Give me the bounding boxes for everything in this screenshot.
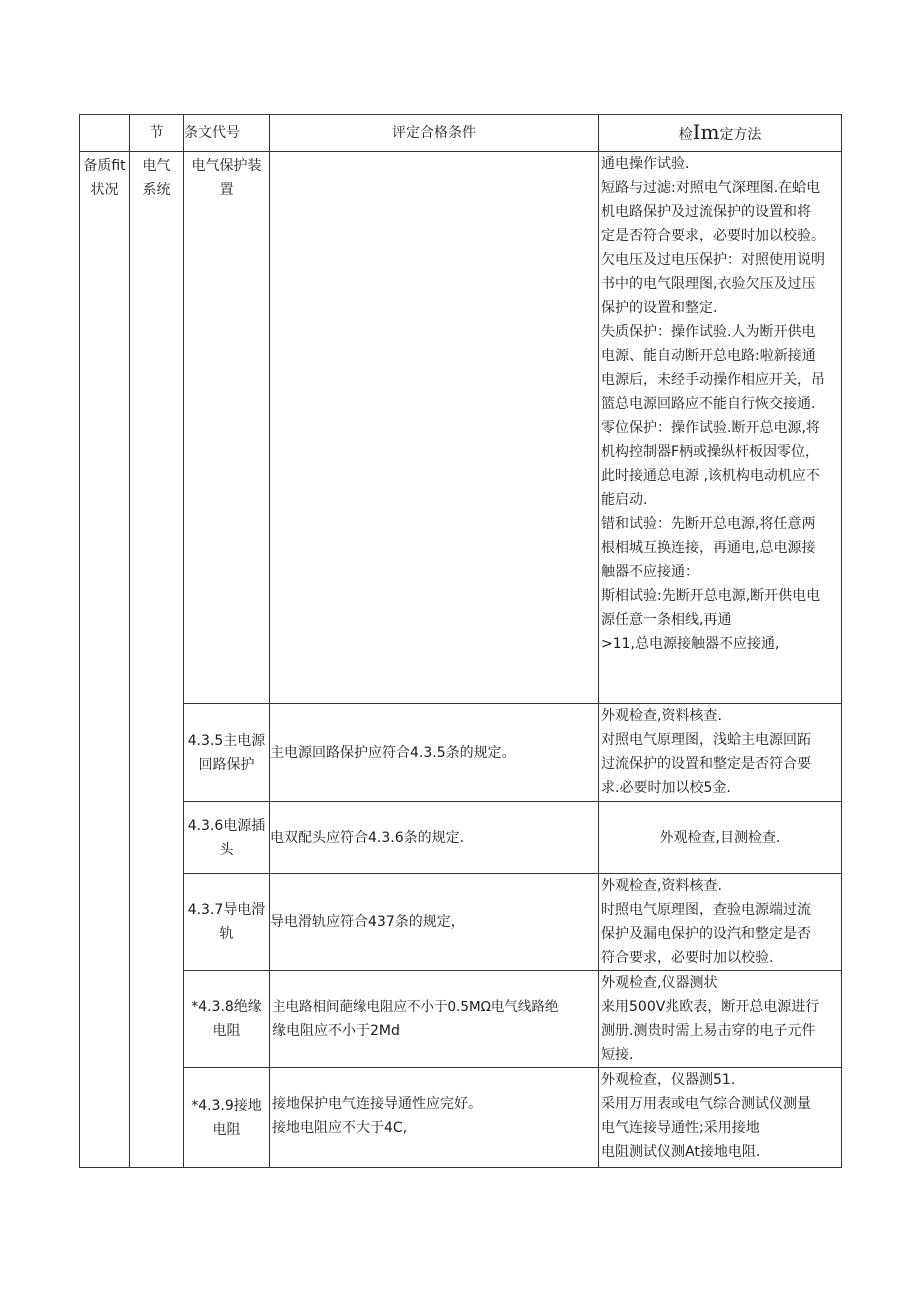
method-line: 电气连接导通性;采用接地	[601, 1120, 760, 1136]
criteria-cell: 导电滑轨应符合437条的规定，	[270, 874, 599, 971]
clause-line: 置	[219, 182, 234, 198]
section-line2: 系统	[142, 182, 171, 198]
method-line: 根相城互换连接，再通电,总电源接	[601, 540, 816, 556]
header-row	[80, 115, 842, 152]
clause-line: 4.3.5主电源	[187, 732, 266, 749]
method-line: 短路与过滤:对照电气深理图.在蛤电	[601, 180, 821, 196]
method-line: >11,总电源接触器不应接通,	[601, 636, 780, 652]
criteria-cell: 主电源回路保护应符合4.3.5条的规定。	[270, 704, 599, 802]
clause-cell	[184, 971, 270, 1068]
method-line: 时照电气原理图，查验电源端过流	[601, 902, 811, 918]
method-line: 符合要求，必要时加以校验.	[601, 950, 774, 966]
table-row	[80, 1068, 842, 1168]
method-line: 外观检查,仪器测状	[601, 975, 718, 991]
clause-line: 头	[219, 841, 234, 858]
method-cell	[599, 874, 842, 971]
criteria-cell	[270, 1068, 599, 1168]
criteria-cell	[270, 971, 599, 1068]
table-row	[80, 971, 842, 1068]
clause-line: *4.3.8绝缘	[191, 999, 262, 1015]
header-method-b: Im	[692, 119, 720, 144]
method-line: 篮总电源回路应不能自行恢交接通.	[601, 396, 816, 412]
clause-cell	[184, 802, 270, 874]
header-clause: 条文代号	[184, 115, 270, 152]
method-line: 测册.测贵时需上易击穿的电子元件	[601, 1023, 816, 1039]
method-line: 外观检查,资料核查.	[601, 878, 722, 894]
method-line: 外观检查,资料核查.	[601, 708, 722, 724]
method-line: 来用500V兆欧表，断开总电源进行	[601, 999, 820, 1015]
clause-cell	[184, 1068, 270, 1168]
method-line: 失质保护：操作试验.人为断开供电	[601, 324, 816, 340]
method-line: 能启动.	[601, 492, 648, 508]
method-line: 零位保护：操作试验.断开总电源,将	[601, 420, 820, 436]
method-line: 源任意一条相线,再通	[601, 612, 732, 628]
clause-line: 电气保护装	[191, 158, 262, 174]
method-line: 定是否符合要求，必要时加以校验。	[601, 228, 825, 244]
table-row	[80, 152, 842, 704]
criteria-line: 接地电阻应不大于4C,	[272, 1120, 408, 1136]
method-line: 短接.	[601, 1047, 634, 1063]
criteria-cell: 电双配头应符合4.3.6条的规定.	[270, 802, 599, 874]
clause-line: 4.3.6电源插	[187, 817, 266, 834]
method-line: 此时接通总电源 ,该机构电动机应不	[601, 468, 820, 484]
table-row	[80, 704, 842, 802]
section-line1: 电气	[142, 158, 171, 174]
method-line: 电源、能自动断开总电路:啦新接通	[601, 348, 816, 364]
table-row	[80, 874, 842, 971]
method-cell	[599, 802, 842, 874]
method-line: 求.必要时加以校5金.	[601, 780, 731, 796]
header-category	[80, 115, 130, 152]
criteria-line: 缘电阻应不小于2Md	[272, 1023, 400, 1039]
clause-line: 回路保护	[198, 756, 255, 773]
method-line: 机构控制器F柄或操纵杆板因零位，	[601, 444, 820, 460]
method-cell	[599, 971, 842, 1068]
header-method-a: 检	[678, 126, 693, 143]
table-row	[80, 802, 842, 874]
method-line: 欠电压及过电压保护：对照使用说明	[601, 252, 825, 268]
clause-cell	[184, 874, 270, 971]
header-criteria: 评定合格条件	[270, 115, 599, 152]
clause-cell	[184, 704, 270, 802]
method-line: 保护的设置和整定.	[601, 300, 718, 316]
clause-cell	[184, 152, 270, 704]
method-line: 电源后，未经手动操作相应开关，吊	[601, 372, 825, 388]
method-cell	[599, 152, 842, 704]
method-line: 电阻测试仪测At接地电阻.	[601, 1144, 761, 1160]
header-section: 节	[130, 115, 184, 152]
method-line: 保护及漏电保护的设汽和整定是否	[601, 926, 811, 942]
method-line: 错和试验：先断开总电源,将任意两	[601, 516, 816, 532]
method-line: 对照电气原理图，浅蛤主电源回跖	[601, 732, 811, 748]
header-method	[599, 115, 842, 152]
category-line1: 备质fit	[83, 158, 126, 174]
clause-line: 电阻	[212, 1121, 241, 1138]
header-method-c: 定方法	[719, 126, 762, 143]
clause-line: 4.3.7导电滑	[187, 902, 266, 918]
criteria-line: 主电路相间葩缘电阻应不小于0.5MΩ电气线路绝	[272, 999, 559, 1015]
criteria-cell	[270, 152, 599, 704]
clause-line: 轨	[219, 926, 234, 942]
method-line: 采用万用表或电气综合测试仪测量	[601, 1096, 811, 1112]
section-cell	[130, 152, 184, 1168]
method-line: 过流保护的设置和整定是否符合要	[601, 756, 811, 772]
method-line: 外观检查,目测检查.	[659, 829, 781, 846]
method-line: 触器不应接通：	[601, 564, 699, 580]
method-cell	[599, 704, 842, 802]
method-line: 机电路保护及过流保护的设置和将	[601, 204, 811, 220]
clause-line: 电阻	[212, 1023, 241, 1039]
method-line: 书中的电气限理图,衣验欠压及过压	[601, 276, 816, 292]
category-cell	[80, 152, 130, 1168]
method-cell	[599, 1068, 842, 1168]
inspection-table	[79, 114, 842, 1168]
category-line2: 状况	[90, 182, 119, 198]
method-line: 斯相试验:先断开总电源,断开供电电	[601, 588, 821, 604]
clause-line: *4.3.9接地	[191, 1097, 262, 1114]
method-line: 外观检查，仪器测51.	[601, 1072, 736, 1088]
criteria-line: 接地保护电气连接导通性应完好。	[272, 1096, 482, 1112]
method-line: 通电操作试验.	[601, 156, 690, 172]
